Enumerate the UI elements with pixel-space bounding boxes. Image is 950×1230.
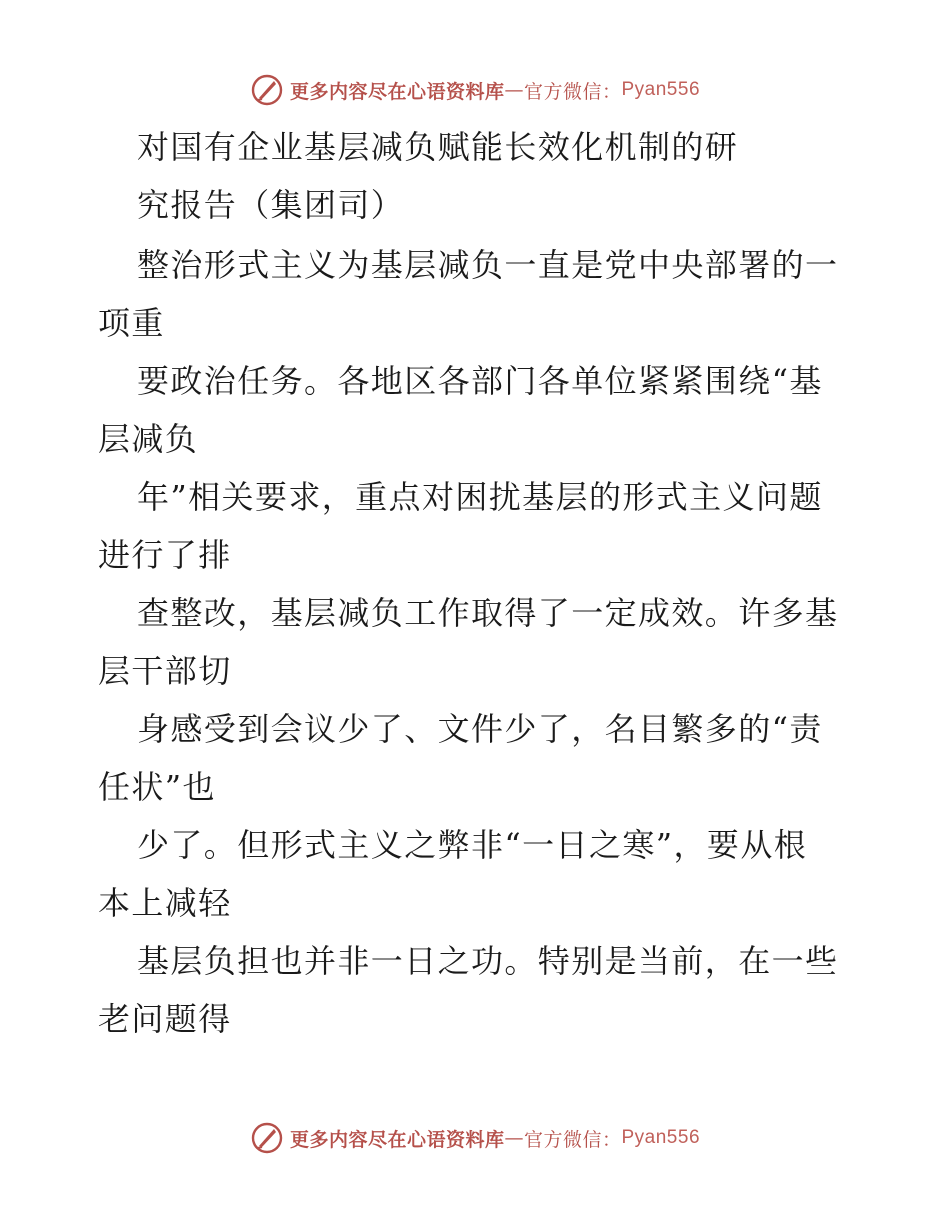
paragraph-line: 身感受到会议少了、文件少了，名目繁多的“责 <box>137 710 823 748</box>
wechat-label: 官方微信： <box>523 1128 622 1151</box>
quill-logo-icon <box>250 73 284 107</box>
paragraph-line: 整治形式主义为基层减负一直是党中央部署的一 <box>137 246 839 284</box>
paragraph-line: 层减负 <box>98 420 199 458</box>
footer-watermark-text <box>290 1125 700 1152</box>
paragraph-line: 少了。但形式主义之弊非“一日之寒”，要从根 <box>137 826 808 864</box>
paragraph-line: 进行了排 <box>98 536 232 574</box>
title-line-1: 对国有企业基层减负赋能长效化机制的研 <box>137 128 739 166</box>
wechat-id: Pyan556 <box>621 79 701 100</box>
paragraph-line: 任状”也 <box>98 768 216 806</box>
separator-dash: — <box>504 1127 524 1149</box>
quill-logo-icon <box>250 1121 284 1155</box>
paragraph-line: 老问题得 <box>98 1000 232 1038</box>
wechat-id: Pyan556 <box>621 1127 701 1148</box>
paragraph-line: 项重 <box>98 304 165 342</box>
header-watermark-text <box>290 77 700 104</box>
paragraph-line: 年”相关要求，重点对困扰基层的形式主义问题 <box>137 478 823 516</box>
footer-watermark <box>0 1118 950 1158</box>
paragraph-line: 层干部切 <box>98 652 232 690</box>
site-name: 更多内容尽在心语资料库 <box>289 80 505 103</box>
paragraph-line: 要政治任务。各地区各部门各单位紧紧围绕“基 <box>137 362 823 400</box>
header-watermark <box>0 70 950 110</box>
wechat-label: 官方微信： <box>523 80 622 103</box>
separator-dash: — <box>504 79 524 101</box>
paragraph-line: 查整改，基层减负工作取得了一定成效。许多基 <box>137 594 839 632</box>
title-line-2: 究报告（集团司） <box>137 186 405 224</box>
paragraph-line: 本上减轻 <box>98 884 232 922</box>
paragraph-line: 基层负担也并非一日之功。特别是当前，在一些 <box>137 942 839 980</box>
site-name: 更多内容尽在心语资料库 <box>289 1128 505 1151</box>
